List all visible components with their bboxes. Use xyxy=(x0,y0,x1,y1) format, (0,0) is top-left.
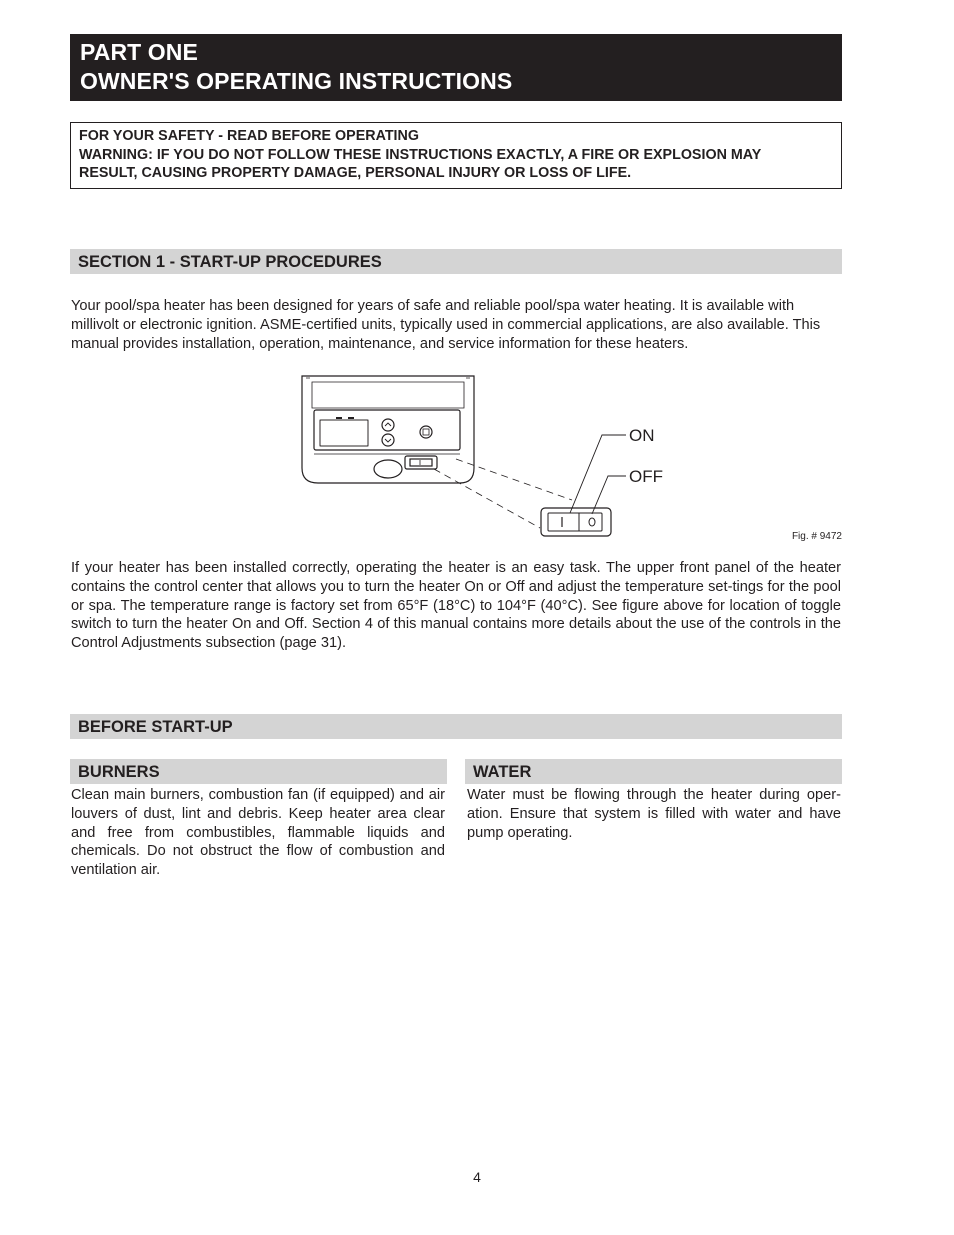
section-1-heading: SECTION 1 - START-UP PROCEDURES xyxy=(70,249,842,274)
heater-control-panel-figure xyxy=(290,368,630,543)
part-number-heading: PART ONE xyxy=(80,39,198,65)
heater-housing-outline xyxy=(302,376,474,483)
part-title-banner xyxy=(70,34,842,101)
warning-line-2: WARNING: IF YOU DO NOT FOLLOW THESE INSTRUCTIONS EXACTLY, A FIRE OR EXPLOSION MAY xyxy=(79,146,762,163)
page-number: 4 xyxy=(473,1169,481,1185)
part-title-heading: OWNER'S OPERATING INSTRUCTIONS xyxy=(80,68,513,94)
water-paragraph: Water must be flowing through the heater during oper-ation. Ensure that system is filled with water and have pump operating. xyxy=(467,787,841,841)
control-display-panel xyxy=(314,410,460,450)
enlarged-toggle-switch xyxy=(541,508,611,536)
burners-paragraph: Clean main burners, combustion fan (if equipped) and air louvers of dust, lint and debris. Keep heater area clear and free from combustibles, flammable liquids and chemicals. Do not obstruct the flow of combustion and ventilation air. xyxy=(71,787,445,879)
switch-on-label: ON xyxy=(629,426,655,445)
temp-up-button xyxy=(382,419,394,431)
figure-caption: Fig. # 9472 xyxy=(791,531,842,542)
warning-line-3: RESULT, CAUSING PROPERTY DAMAGE, PERSONAL INJURY OR LOSS OF LIFE. xyxy=(79,165,632,181)
housing-foot xyxy=(374,460,402,478)
water-heading: WATER xyxy=(465,759,842,784)
mode-button xyxy=(420,426,432,438)
before-startup-heading: BEFORE START-UP xyxy=(70,714,842,739)
intro-paragraph: Your pool/spa heater has been designed for years of safe and reliable pool/spa water heating. It is available with millivolt or electronic ignition. ASME-certified units, typically used in commercial applications, are also available. This manual provides installation, operation, maintenance, and service information for these heaters. xyxy=(71,298,821,352)
switch-off-label: OFF xyxy=(629,467,663,486)
safety-warning-box xyxy=(70,122,842,189)
lcd-display xyxy=(320,420,368,446)
temp-down-button xyxy=(382,434,394,446)
burners-heading: BURNERS xyxy=(70,759,447,784)
operation-paragraph: If your heater has been installed correctly, operating the heater is an easy task. The upper front panel of the heater contains the control center that allows you to turn the heater On or Off and adjust the temperature set-tings for the pool or spa. The temperature range is factory set from 65°F (18°C) to 104°F (40°C). See figure above for location of toggle switch to turn the heater On and Off. Section 4 of this manual contains more details about the use of the controls in the Control Adjustments subsection (page 31). xyxy=(71,560,841,652)
housing-toggle-switch xyxy=(410,459,432,466)
warning-line-1: FOR YOUR SAFETY - READ BEFORE OPERATING xyxy=(79,128,419,144)
